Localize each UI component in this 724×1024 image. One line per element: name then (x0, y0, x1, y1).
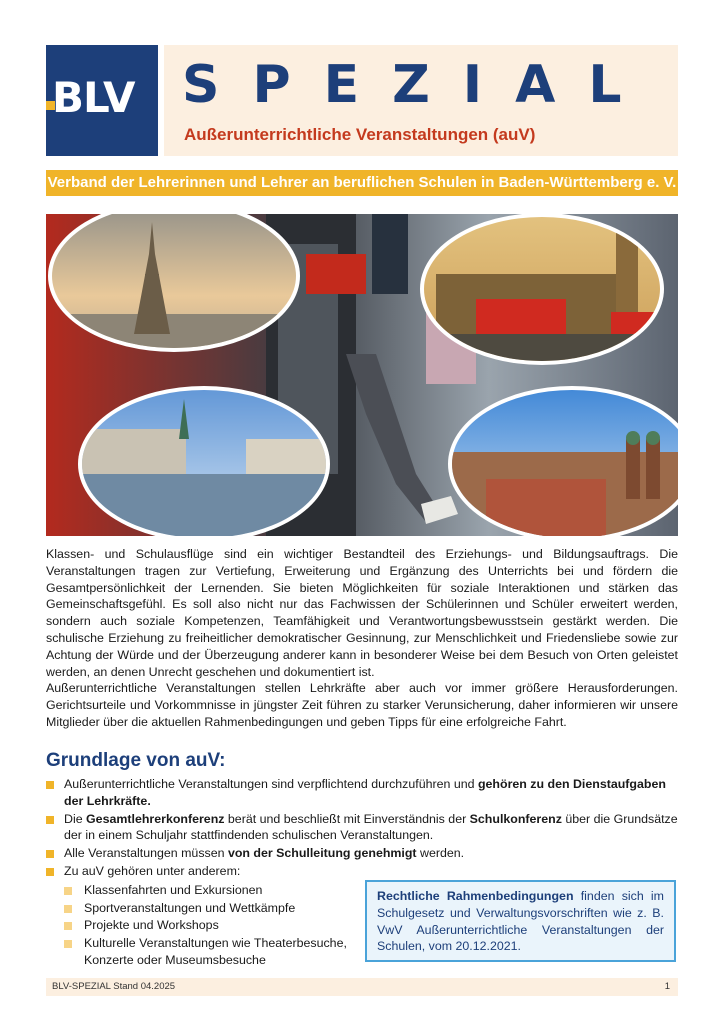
logo-text: BLV (52, 73, 135, 122)
sub-bullet-square-icon (64, 887, 72, 895)
list-item: Außerunterrichtliche Veranstaltungen sind verpflichtend durchzuführen und gehören zu den Dienstaufgaben der Lehrkräfte. (46, 776, 678, 810)
intro-paragraph-1: Klassen- und Schulausflüge sind ein wichtiger Bestandteil des Erziehungs- und Bildungsauftrags. Die Veranstaltungen tragen zur Vertiefung, Erweiterung und Ergänzung des Unterrichts bei und fördern die Gesamtpersönlichkeit der Lernenden. Sie bieten Möglichkeiten für soziale Interaktionen und stärken das Gemeinschaftsgefühl. Es soll also nicht nur das Fachwissen der Schülerinnen und Schüler erweitert werden, sondern auch soziale Kompetenzen, Teamfähigkeit und Verantwortungsbewusstsein gestärkt werden. Die schulische Erziehung zu freiheitlicher demokratischer Gesinnung, zur Menschlichkeit und Friedensliebe sowie zur Achtung der Würde und der Überzeugung anderer kann in besonderer Weise bei dem Besuch von Orten geleistet werden, an denen Unrecht geschehen und dokumentiert ist. (46, 547, 678, 679)
list-item: Zu auV gehören unter anderem: Klassenfahrten und Exkursionen Sportveranstaltungen und Wettkämpfe Projekte und Workshops Kulturelle Veranstaltungen wie Theaterbesuche, Konzerte oder Museumsbesuche (46, 863, 678, 969)
sub-bullet-square-icon (64, 905, 72, 913)
sub-bullet-square-icon (64, 922, 72, 930)
bullet-square-icon (46, 850, 54, 858)
travel-photo-collage (46, 214, 678, 536)
page-footer (46, 978, 678, 996)
footer-edition: BLV-SPEZIAL Stand 04.2025 (52, 981, 176, 992)
list-item: Alle Veranstaltungen müssen von der Schulleitung genehmigt werden. (46, 845, 678, 862)
bullet-square-icon (46, 781, 54, 789)
intro-paragraph-2: Außerunterrichtliche Veranstaltungen stellen Lehrkräfte aber auch vor immer größere Herausforderungen. Gerichtsurteile und Vorkommnisse in jüngster Zeit führen zu starker Verunsicherung, daher informieren wir unsere Mitglieder über die aktuellen Rahmenbedingungen und geben Tipps für eine erfolgreiche Fahrt. (46, 681, 678, 729)
sub-list-item: Sportveranstaltungen und Wettkämpfe (64, 900, 364, 917)
page-number: 1 (664, 981, 670, 992)
bullet-square-icon (46, 868, 54, 876)
auv-types-list (64, 882, 364, 969)
bullet-square-icon (46, 816, 54, 824)
blv-logo (46, 45, 158, 156)
section-title: Grundlage von auV: (46, 750, 226, 771)
sub-list-item: Klassenfahrten und Exkursionen (64, 882, 364, 899)
sub-list-item: Kulturelle Veranstaltungen wie Theaterbesuche, Konzerte oder Museumsbesuche (64, 935, 364, 969)
sub-list-item: Projekte und Workshops (64, 917, 364, 934)
page-subtitle: Außerunterrichtliche Veranstaltungen (auV) (184, 125, 536, 144)
association-banner: Verband der Lehrerinnen und Lehrer an beruflichen Schulen in Baden-Württemberg e. V. (46, 170, 678, 196)
page-title: SPEZIAL (182, 55, 655, 115)
list-item: Die Gesamtlehrerkonferenz berät und beschließt mit Einverständnis der Schulkonferenz über die Grundsätze der in einem Schuljahr stattfindenden schulischen Veranstaltungen. (46, 811, 678, 845)
header-panel (164, 45, 678, 156)
legal-info-box: Rechtliche Rahmenbedingungen finden sich im Schulgesetz und Verwaltungsvorschriften wie z. B. VwV Außerunterrichtliche Veranstaltungen der Schulen, vom 20.12.2021. (365, 880, 676, 962)
intro-text (46, 546, 678, 731)
sub-bullet-square-icon (64, 940, 72, 948)
